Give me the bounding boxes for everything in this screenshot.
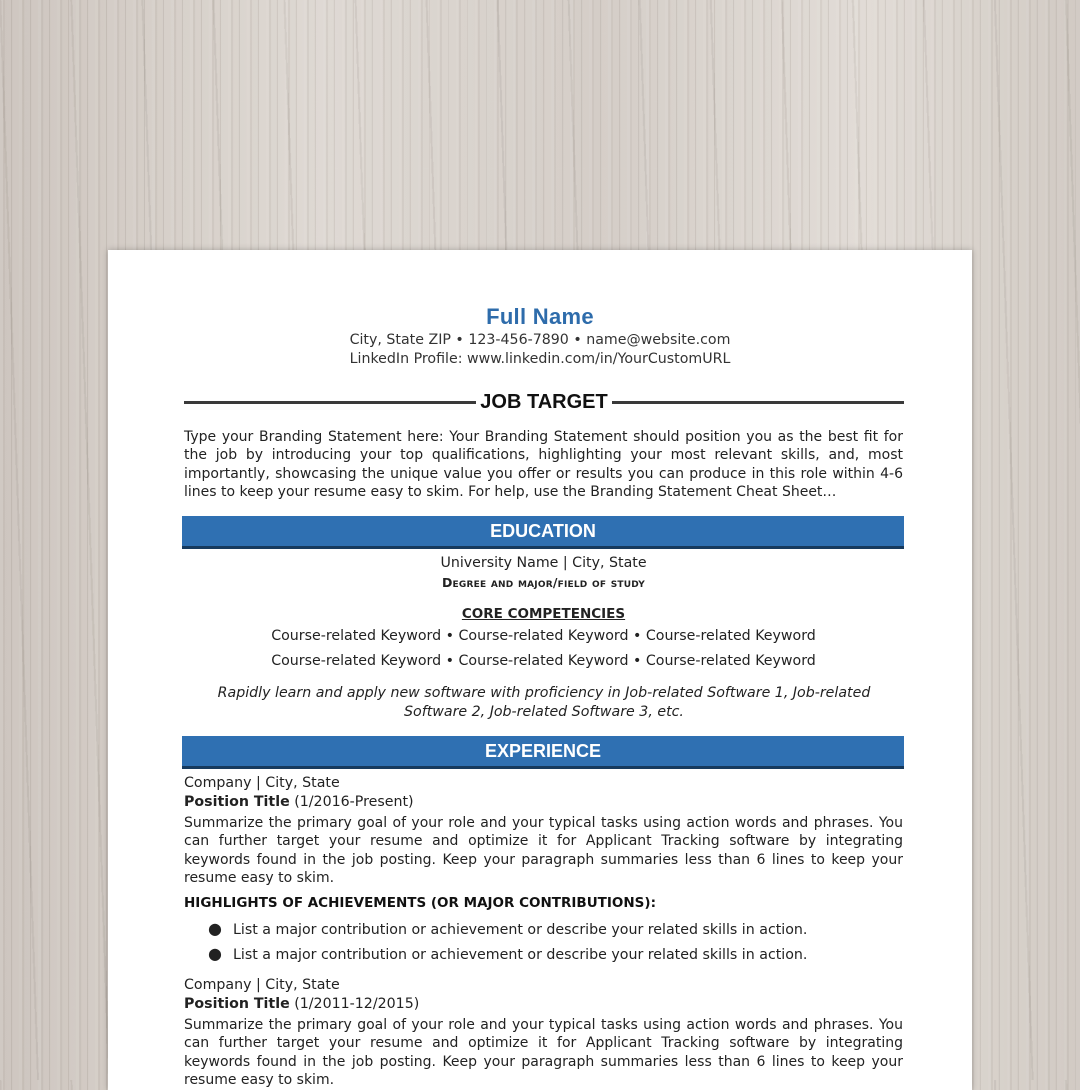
degree-line: Degree and major/field of study <box>441 575 646 590</box>
linkedin-line: LinkedIn Profile: www.linkedin.com/in/YourCustomURL <box>349 351 731 367</box>
company-line: Company | City, State <box>184 775 340 791</box>
job-target-heading <box>184 390 904 414</box>
position-line <box>184 996 903 1012</box>
heading-rule-left <box>184 401 476 404</box>
job-summary: Summarize the primary goal of your role and your typical tasks using action words and phrases. You can further target your resume and optimize it for Applicant Tracking software by integrating keywords found in the job posting. Keep your paragraph summaries less than 6 lines to keep your resume easy to skim. <box>184 815 903 887</box>
contact-line: City, State ZIP • 123-456-7890 • name@website.com <box>349 332 731 348</box>
bullet-text: List a major contribution or achievement or describe your related skills in action. <box>233 922 808 938</box>
education-band: EDUCATION <box>182 516 904 549</box>
experience-band: EXPERIENCE <box>182 736 904 769</box>
keyword-row: Course-related Keyword • Course-related Keyword • Course-related Keyword <box>271 653 816 669</box>
company-line: Company | City, State <box>184 977 340 993</box>
position-line <box>184 794 903 810</box>
bullet-text: List a major contribution or achievement or describe your related skills in action. <box>233 947 808 963</box>
highlights-title: HIGHLIGHTS OF ACHIEVEMENTS (OR MAJOR CONTRIBUTIONS): <box>184 895 656 911</box>
position-dates: (1/2016-Present) <box>294 794 414 810</box>
core-competencies-title: CORE COMPETENCIES <box>461 606 626 622</box>
heading-rule-right <box>612 401 904 404</box>
software-statement: Rapidly learn and apply new software with proficiency in Job-related Software 1, Job-related Software 2, Job-related Software 3, etc. <box>217 685 871 720</box>
bullet-dot-icon: ● <box>208 919 222 938</box>
position-title: Position Title <box>184 996 290 1012</box>
bullet-dot-icon: ● <box>208 944 222 963</box>
job-summary: Summarize the primary goal of your role and your typical tasks using action words and phrases. You can further target your resume and optimize it for Applicant Tracking software by integrating keywords found in the job posting. Keep your paragraph summaries less than 6 lines to keep your resume easy to skim. <box>184 1017 903 1089</box>
position-dates: (1/2011-12/2015) <box>294 996 420 1012</box>
full-name: Full Name <box>486 304 594 329</box>
keyword-row: Course-related Keyword • Course-related Keyword • Course-related Keyword <box>271 628 816 644</box>
university-line: University Name | City, State <box>440 555 647 571</box>
achievement-bullet <box>208 944 898 963</box>
achievement-bullet <box>208 919 898 938</box>
job-target-title: JOB TARGET <box>480 390 608 413</box>
resume-page <box>108 250 972 1090</box>
position-title: Position Title <box>184 794 290 810</box>
branding-statement: Type your Branding Statement here: Your Branding Statement should position you as the best fit for the job by introducing your top qualifications, highlighting your most relevant skills, and, most importantly, showcasing the unique value you offer or results you can produce in this role within 4-6 lines to keep your resume easy to skim. For help, use the Branding Statement Cheat Sheet… <box>184 429 903 501</box>
